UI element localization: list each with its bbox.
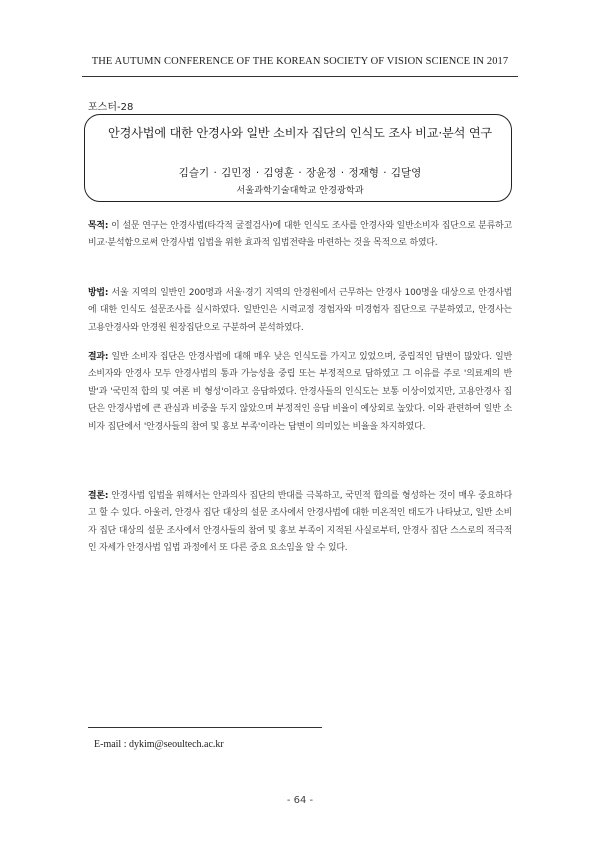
section-result-text: 일반 소비자 집단은 안경사법에 대해 매우 낮은 인식도를 가지고 있었으며, 중립적인 답변이 많았다. 일반 소비자와 안경사 모두 안경사법의 통과 가능성을 중립 또는 부정적으로 답하였고 그 이유를 주로 '의료계의 반발'과 '국민적 합의 및 여론 비 형성'이라고 응답하였다. 안경사들의 인식도는 보통 이상이었지만, 고용안경사 집단은 안경사법에 큰 관심과 비중을 두지 않았으며 부정적인 응답 비율이 예상외로 높았다. 이와 관련하여 일반 소비자 집단에서 '안경사들의 참여 및 홍보 부족'이라는 답변이 의미있는 비율을 차지하였다. (88, 352, 512, 432)
section-result (88, 349, 512, 436)
section-purpose-text: 이 설문 연구는 안경사법(타각적 굴절검사)에 대한 인식도 조사를 안경사와 일반소비자 집단으로 분류하고 비교·분석함으로써 안경사법 입법을 위한 효과적 입법전략을 마련하는 것을 목적으로 하였다. (88, 221, 512, 249)
author-list: 김슬기 · 김민정 · 김영훈 · 장윤정 · 정재형 · 김달영 (178, 167, 422, 179)
section-method-text: 서울 지역의 일반인 200명과 서울·경기 지역의 안경원에서 근무하는 안경사 100명을 대상으로 안경사법에 대한 인식도 설문조사를 실시하였다. 일반인은 시력교정 경험자와 미경험자 집단으로 구분하였고, 안경사는 고용안경사와 안경원 원장집단으로 구분하여 분석하였다. (88, 288, 512, 333)
section-method-label: 방법: (88, 288, 109, 298)
affiliation: 서울과학기술대학교 안경광학과 (236, 185, 364, 196)
footnote-rule (88, 727, 322, 728)
section-purpose-label: 목적: (88, 221, 109, 231)
paper-title: 안경사법에 대한 안경사와 일반 소비자 집단의 인식도 조사 비교·분석 연구 (108, 126, 492, 140)
section-conclusion-label: 결론: (88, 491, 109, 501)
section-conclusion (88, 488, 512, 558)
section-result-label: 결과: (88, 352, 109, 362)
running-head: THE AUTUMN CONFERENCE OF THE KOREAN SOCIETY OF VISION SCIENCE IN 2017 (91, 56, 509, 67)
section-method (88, 285, 512, 337)
header-rule (82, 76, 518, 77)
page-number: - 64 - (286, 795, 314, 806)
section-conclusion-text: 안경사법 입법을 위해서는 안과의사 집단의 반대를 극복하고, 국민적 합의를 형성하는 것이 매우 중요하다고 할 수 있다. 아울러, 안경사 집단 대상의 설문 조사에서 안경사법에 대한 미온적인 태도가 나타났고, 일반 소비자 집단 대상의 설문 조사에서 안경사들의 참여 및 홍보 부족이 지적된 사실로부터, 안경사 집단 스스로의 적극적인 자세가 안경사법 입법 과정에서 또 다른 중요 요소임을 알 수 있다. (88, 491, 512, 554)
section-purpose (88, 218, 512, 253)
footnote-email: E-mail : dykim@seoultech.ac.kr (94, 739, 224, 750)
poster-label: 포스터-28 (88, 102, 134, 113)
